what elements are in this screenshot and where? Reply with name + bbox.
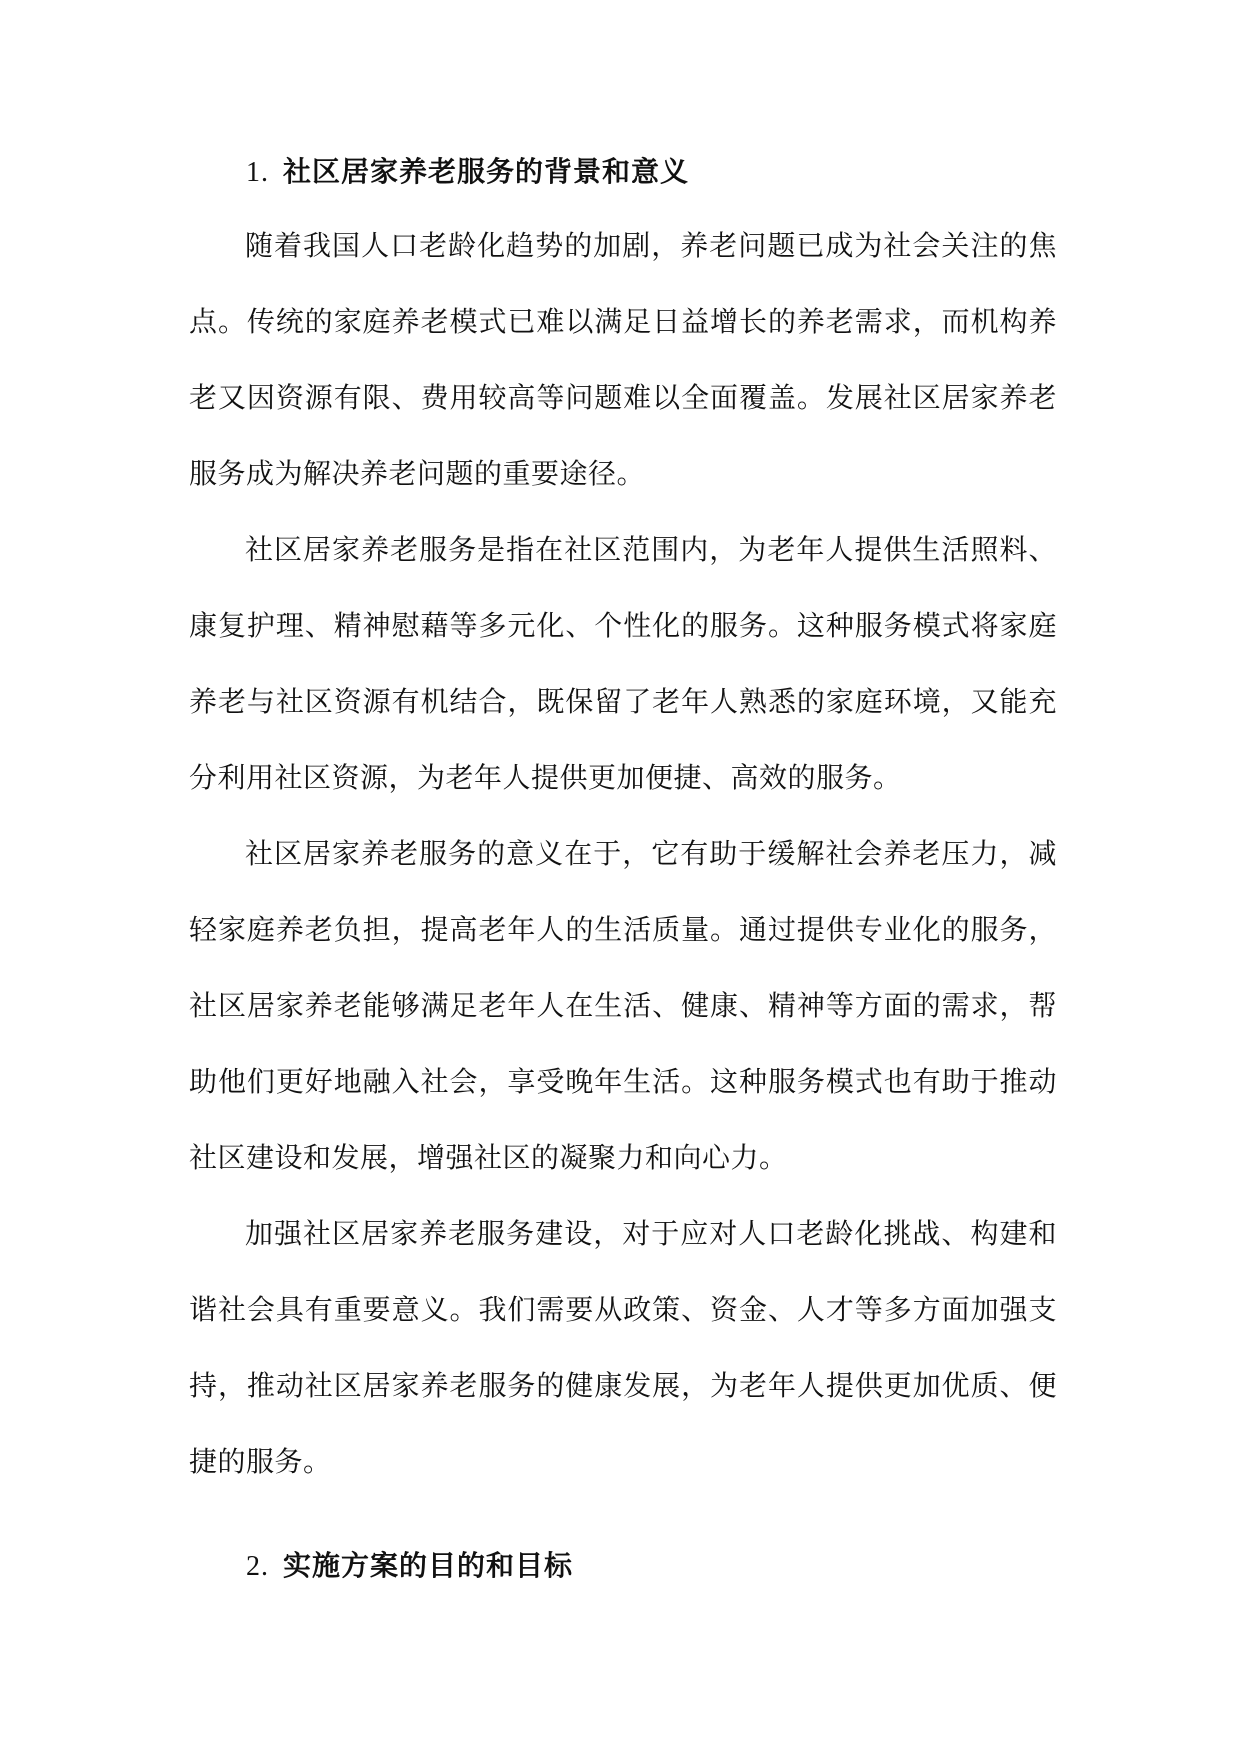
paragraph: 社区居家养老服务是指在社区范围内，为老年人提供生活照料、康复护理、精神慰藉等多元化、个性化的服务。这种服务模式将家庭养老与社区资源有机结合，既保留了老年人熟悉的家庭环境，又能充分利用社区资源，为老年人提供更加便捷、高效的服务。	[189, 533, 1057, 794]
paragraph: 随着我国人口老龄化趋势的加剧，养老问题已成为社会关注的焦点。传统的家庭养老模式已难以满足日益增长的养老需求，而机构养老又因资源有限、费用较高等问题难以全面覆盖。发展社区居家养老服务成为解决养老问题的重要途径。	[189, 229, 1057, 490]
section-number: 2.	[246, 1551, 269, 1582]
section-number: 1.	[246, 157, 269, 188]
paragraph: 社区居家养老服务的意义在于，它有助于缓解社会养老压力，减轻家庭养老负担，提高老年人的生活质量。通过提供专业化的服务，社区居家养老能够满足老年人在生活、健康、精神等方面的需求，帮助他们更好地融入社会，享受晚年生活。这种服务模式也有助于推动社区建设和发展，增强社区的凝聚力和向心力。	[189, 837, 1057, 1174]
section-heading-1	[246, 152, 689, 193]
section-title: 社区居家养老服务的背景和意义	[283, 155, 690, 188]
section-title: 实施方案的目的和目标	[283, 1549, 574, 1582]
section-heading-2	[246, 1546, 573, 1587]
paragraph: 加强社区居家养老服务建设，对于应对人口老龄化挑战、构建和谐社会具有重要意义。我们需要从政策、资金、人才等多方面加强支持，推动社区居家养老服务的健康发展，为老年人提供更加优质、便捷的服务。	[189, 1217, 1057, 1478]
